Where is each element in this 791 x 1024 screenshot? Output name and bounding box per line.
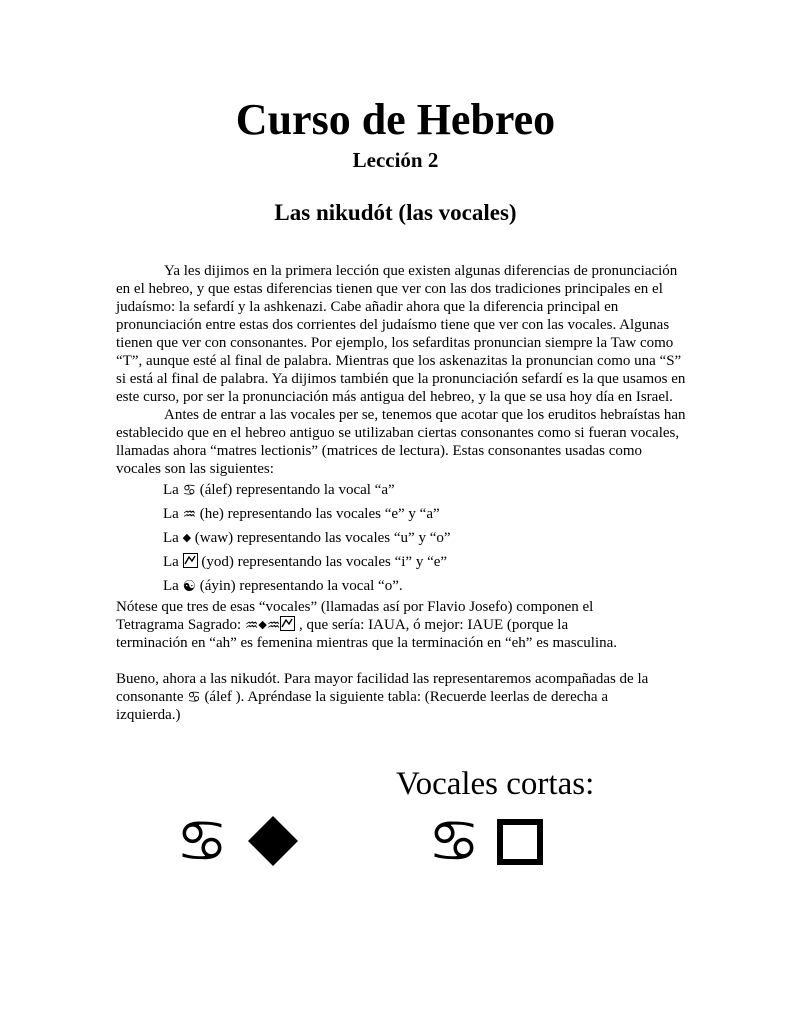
he-icon: ♒ [244, 616, 259, 634]
item-text: (he) representando las vocales “e” y “a” [196, 506, 440, 522]
item-text: (áyin) representando la vocal “o”. [196, 578, 403, 594]
short-vowels-heading: Vocales cortas: [396, 766, 595, 802]
item-prefix: La [163, 554, 183, 570]
matres-item-waw [163, 526, 686, 550]
ayin-icon: ☯ [182, 577, 197, 595]
tetragram-line-2-suffix: , que sería: IAUA, ó mejor: IAUE (porque la [295, 617, 569, 633]
nikudot-line-2-suffix: (álef ). Apréndase la siguiente tabla: (Recuerde leerlas de derecha a [200, 689, 608, 705]
item-prefix: La [163, 482, 183, 498]
he-icon: ♒ [266, 616, 281, 634]
item-prefix: La [163, 506, 183, 522]
nikudot-line-3: izquierda.) [116, 707, 181, 723]
tetragram-line-2-prefix: Tetragrama Sagrado: [116, 617, 245, 633]
item-text: (waw) representando las vocales “u” y “o” [191, 530, 451, 546]
nikudot-line-1: Bueno, ahora a las nikudót. Para mayor facilidad las representaremos acompañadas de la [116, 671, 649, 687]
waw-icon: ◆ [258, 618, 267, 631]
item-prefix: La [163, 578, 183, 594]
lesson-subtitle: Las nikudót (las vocales) [274, 200, 517, 225]
lesson-body [116, 262, 686, 724]
matres-item-alef [163, 478, 686, 502]
intro-paragraph: Ya les dijimos en la primera lección que existen algunas diferencias de pronunciación en el hebreo, y que estas diferencias tienen que ver con las dos tradiciones principales en el judaísmo: la sefardí y la ashkenazi. Cabe añadir ahora que la diferencia principal en pronunciación entre estas dos corrientes del judaísmo tiene que ver con las vocales. Algunas tienen que ver con consonantes. Por ejemplo, los sefarditas pronuncian siempre la Taw como “T”, aunque esté al final de palabra. Mientras que los askenazitas la pronuncian como una “S” si está al final de palabra. Ya dijimos también que la pronunciación sefardí es la que usamos en este curso, por ser la pronunciación más antigua del hebreo, y la que se usa hoy día en Israel. [116, 263, 686, 405]
tetragram-line-1: Nótese que tres de esas “vocales” (llamadas así por Flavio Josefo) componen el [116, 599, 594, 615]
alef-icon: ♋ [187, 688, 201, 706]
item-text: (yod) representando las vocales “i” y “e” [197, 554, 448, 570]
waw-icon: ◆ [182, 531, 192, 544]
matres-item-yod [163, 550, 686, 574]
item-prefix: La [163, 530, 183, 546]
document-title: Curso de Hebreo [235, 95, 556, 144]
yod-icon [280, 616, 295, 631]
matres-item-he [163, 502, 686, 526]
alef-icon: ♋ [182, 481, 197, 499]
nikudot-paragraph [116, 670, 686, 724]
alef-icon: ♋ [176, 807, 228, 875]
yod-icon [183, 553, 198, 568]
matres-item-ayin [163, 574, 686, 598]
square-icon [497, 819, 543, 865]
matres-paragraph: Antes de entrar a las vocales per se, tenemos que acotar que los eruditos hebraístas han establecido que en el hebreo antiguo se utilizaban ciertas consonantes como si fueran vocales, llamadas ahora “matres lectionis” (matrices de lectura). Estas consonantes usadas como vocales son las siguientes: [116, 407, 686, 477]
nikudot-line-2-prefix: consonante [116, 689, 188, 705]
alef-icon: ♋ [428, 807, 480, 875]
he-icon: ♒ [182, 505, 197, 523]
tetragram-line-3: terminación en “ah” es femenina mientras que la terminación en “eh” es masculina. [116, 635, 618, 651]
item-text: (álef) representando la vocal “a” [196, 482, 395, 498]
diamond-icon [247, 815, 299, 872]
tetragram-paragraph [116, 598, 686, 652]
lesson-number: Lección 2 [352, 148, 439, 172]
